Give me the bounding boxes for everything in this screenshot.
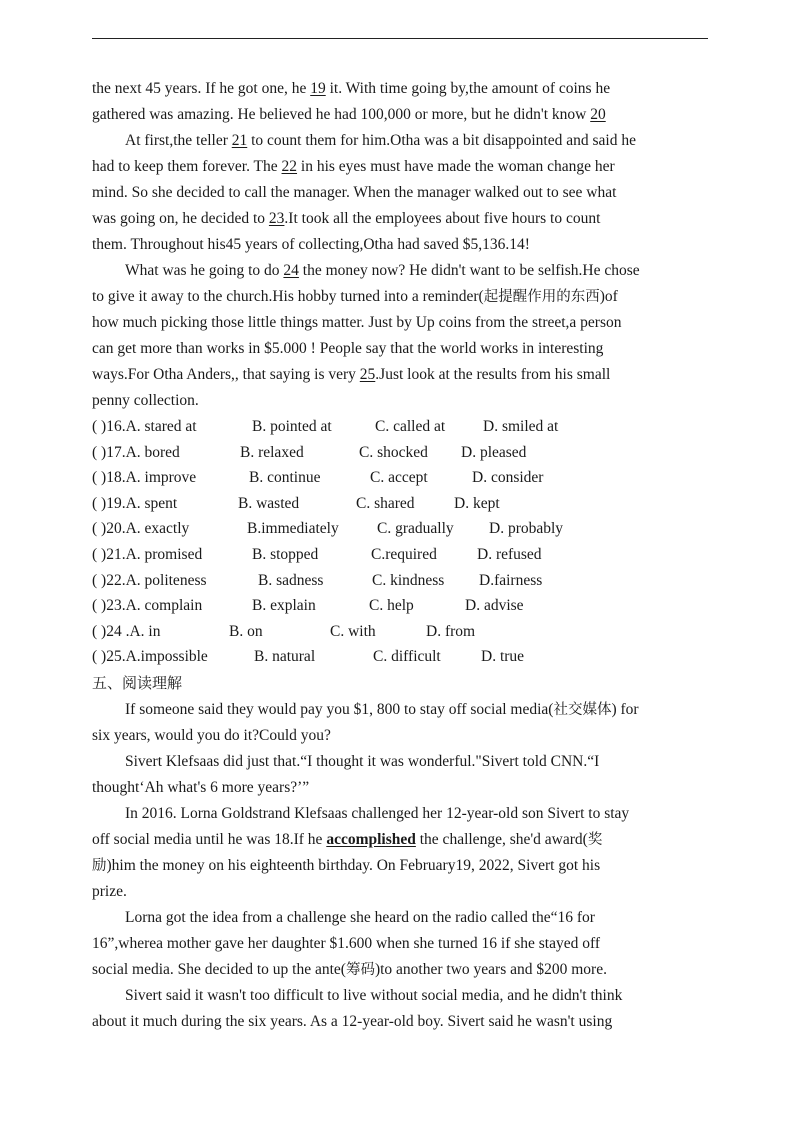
question-20: ( )20.A. exactly B.immediately C. gradually D. probably [92, 520, 564, 538]
question-22: ( )22.A. politeness B. sadness C. kindness D.fairness [92, 571, 543, 589]
text-line: how much picking those little things matter. Just by Up coins from the street,a person [92, 314, 622, 331]
text-line: gathered was amazing. He believed he had 100,000 or more, but he didn't know 20 [92, 106, 606, 123]
text-line: If someone said they would pay you $1, 800 to stay off social media(社交媒体) for [125, 700, 639, 718]
text-line: 16”,wherea mother gave her daughter $1.600 when she turned 16 if she stayed off [92, 934, 601, 952]
blank-21: 21 [231, 132, 248, 149]
section-heading: 五、阅读理解 [92, 673, 183, 692]
text-line: the next 45 years. If he got one, he 19 it. With time going by,the amount of coins he [92, 80, 611, 97]
text-line: prize. [92, 882, 127, 900]
blank-19: 19 [310, 80, 326, 97]
text-line: about it much during the six years. As a 12-year-old boy. Sivert said he wasn't using [92, 1012, 613, 1030]
text-line: six years, would you do it?Could you? [92, 726, 331, 744]
question-23: ( )23.A. complain B. explain C. help D. advise [92, 597, 524, 615]
question-19: ( )19.A. spent B. wasted C. shared D. kept [92, 494, 500, 512]
text-line: can get more than works in $5.000 ! People say that the world works in interesting [92, 340, 604, 357]
blank-22: 22 [281, 158, 298, 175]
text-line: thought‘Ah what's 6 more years?’” [92, 778, 310, 796]
text-line: At first,the teller 21 to count them for him.Otha was a bit disappointed and said he [125, 132, 636, 149]
document-body [92, 76, 714, 1035]
blank-23: 23 [268, 210, 285, 227]
text-line: was going on, he decided to 23.It took all the employees about five hours to count [92, 210, 601, 227]
text-line: In 2016. Lorna Goldstrand Klefsaas challenged her 12-year-old son Sivert to stay [125, 804, 630, 822]
question-24: ( )24 .A. in B. on C. with D. from [92, 622, 476, 640]
text-line: ways.For Otha Anders,, that saying is very 25.Just look at the results from his small [92, 366, 611, 383]
text-line: to give it away to the church.His hobby turned into a reminder(起提醒作用的东西)of [92, 288, 618, 305]
text-line: mind. So she decided to call the manager. When the manager walked out to see what [92, 184, 617, 201]
text-line: 励)him the money on his eighteenth birthday. On February19, 2022, Sivert got his [92, 856, 601, 874]
text-line: social media. She decided to up the ante(筹码)to another two years and $200 more. [92, 960, 607, 978]
blank-24: 24 [283, 262, 299, 279]
blank-25: 25 [359, 366, 376, 383]
question-18: ( )18.A. improve B. continue C. accept D. consider [92, 469, 544, 487]
text-line: Sivert Klefsaas did just that.“I thought it was wonderful."Sivert told CNN.“I [125, 752, 600, 770]
question-25: ( )25.A.impossible B. natural C. difficult D. true [92, 648, 525, 666]
question-17: ( )17.A. bored B. relaxed C. shocked D. pleased [92, 443, 527, 461]
question-list [92, 414, 714, 670]
text-line: had to keep them forever. The 22 in his eyes must have made the woman change her [92, 158, 615, 175]
text-line: them. Throughout his45 years of collecting,Otha had saved $5,136.14! [92, 236, 530, 253]
text-line: penny collection. [92, 392, 199, 409]
blank-20: 20 [590, 106, 606, 123]
highlighted-word: accomplished [326, 830, 416, 848]
text-line: Lorna got the idea from a challenge she heard on the radio called the“16 for [125, 908, 595, 926]
question-16: ( )16.A. stared at B. pointed at C. called at D. smiled at [92, 418, 559, 435]
text-line: off social media until he was 18.If he accomplished the challenge, she'd award(奖 [92, 830, 603, 848]
header-rule [92, 38, 708, 39]
text-line: Sivert said it wasn't too difficult to live without social media, and he didn't think [125, 986, 623, 1004]
question-21: ( )21.A. promised B. stopped C.required D. refused [92, 545, 542, 563]
text-line: What was he going to do 24 the money now? He didn't want to be selfish.He chose [125, 262, 640, 279]
